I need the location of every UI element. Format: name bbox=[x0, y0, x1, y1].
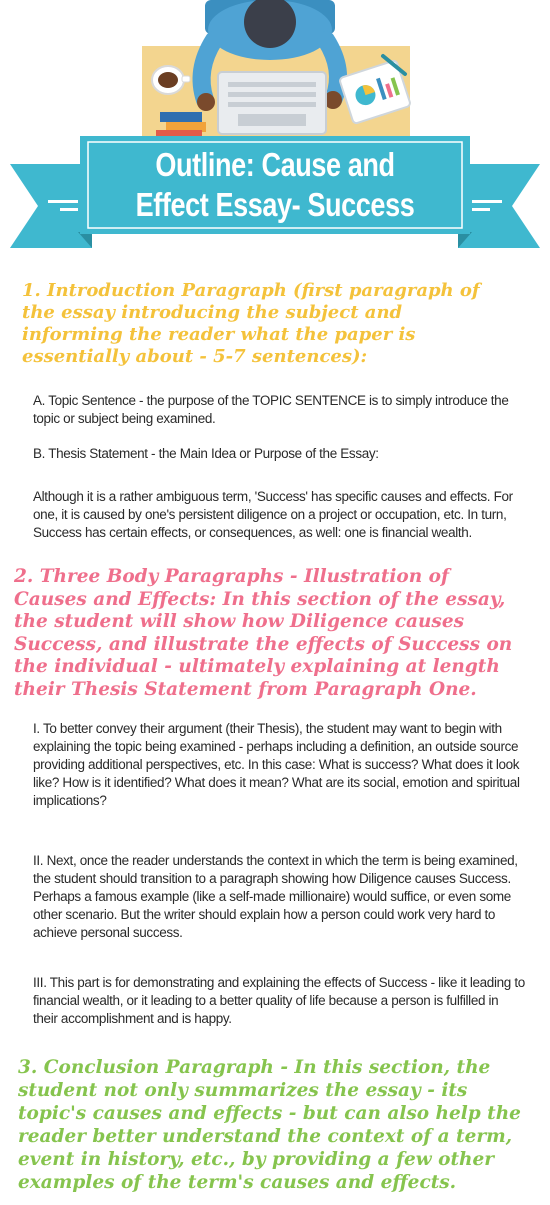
banner-title bbox=[125, 138, 425, 232]
section2-point2: II. Next, once the reader understands the context in which the term is being examined, the student should transition to a paragraph showing how Diligence causes Success. Perhaps a famous example (like a self-made millionaire) would suffice, or even some other scenario. But the writer should explain how a person could work very hard to achieve personal success. bbox=[33, 853, 518, 940]
section1-thesis-example: Although it is a rather ambiguous term, 'Success' has specific causes and effects. For one, it is caused by one's persistent diligence on a project or occupation, etc. In turn, Success has certain effects, or consequences, as well: one is financial wealth. bbox=[33, 489, 513, 540]
section2-heading: 2. Three Body Paragraphs - Illustration of Causes and Effects: In this section of the essay, the student will show how Diligence causes Success, and illustrate the effects of Success on the individual - ultimately explaining at length their Thesis Statement from Paragraph One. bbox=[14, 566, 513, 700]
section1-topic-sentence: A. Topic Sentence - the purpose of the TOPIC SENTENCE is to simply introduce the topic or subject being examined. bbox=[33, 393, 509, 426]
section1-thesis-statement: B. Thesis Statement - the Main Idea or Purpose of the Essay: bbox=[33, 446, 379, 461]
ribbon-left-tail bbox=[10, 164, 92, 248]
banner-title-line1: Outline: Cause and bbox=[155, 146, 395, 183]
person-at-desk-illustration bbox=[0, 0, 550, 140]
person-left-hand bbox=[197, 93, 215, 111]
section3-heading: 3. Conclusion Paragraph - In this section, the student not only summarizes the essay - its topic's causes and effects - but can also help the reader better understand the context of a term, event in history, etc., by providing a few other examples of the term's causes and effects. bbox=[18, 1057, 521, 1193]
section2-point1: I. To better convey their argument (their Thesis), the student may want to begin with explaining the topic being examined - perhaps including a definition, an outside source providing additional perspectives, etc. In this case: What is success? What does it look like? How is it identified? What does it mean? What are its social, emotion and spiritual implications? bbox=[33, 721, 520, 808]
section2-point3: III. This part is for demonstrating and explaining the effects of Success - like it leading to financial wealth, or it leading to a better quality of life because a person is fulfilled in their accomplishment and is happy. bbox=[33, 975, 525, 1026]
ribbon-right-tail bbox=[458, 164, 540, 248]
section1-heading: 1. Introduction Paragraph (first paragraph of the essay introducing the subject and informing the reader what the paper is essentially about - 5-7 sentences): bbox=[22, 280, 480, 367]
laptop-icon bbox=[218, 72, 326, 134]
banner-title-line2: Effect Essay- Success bbox=[135, 186, 415, 223]
